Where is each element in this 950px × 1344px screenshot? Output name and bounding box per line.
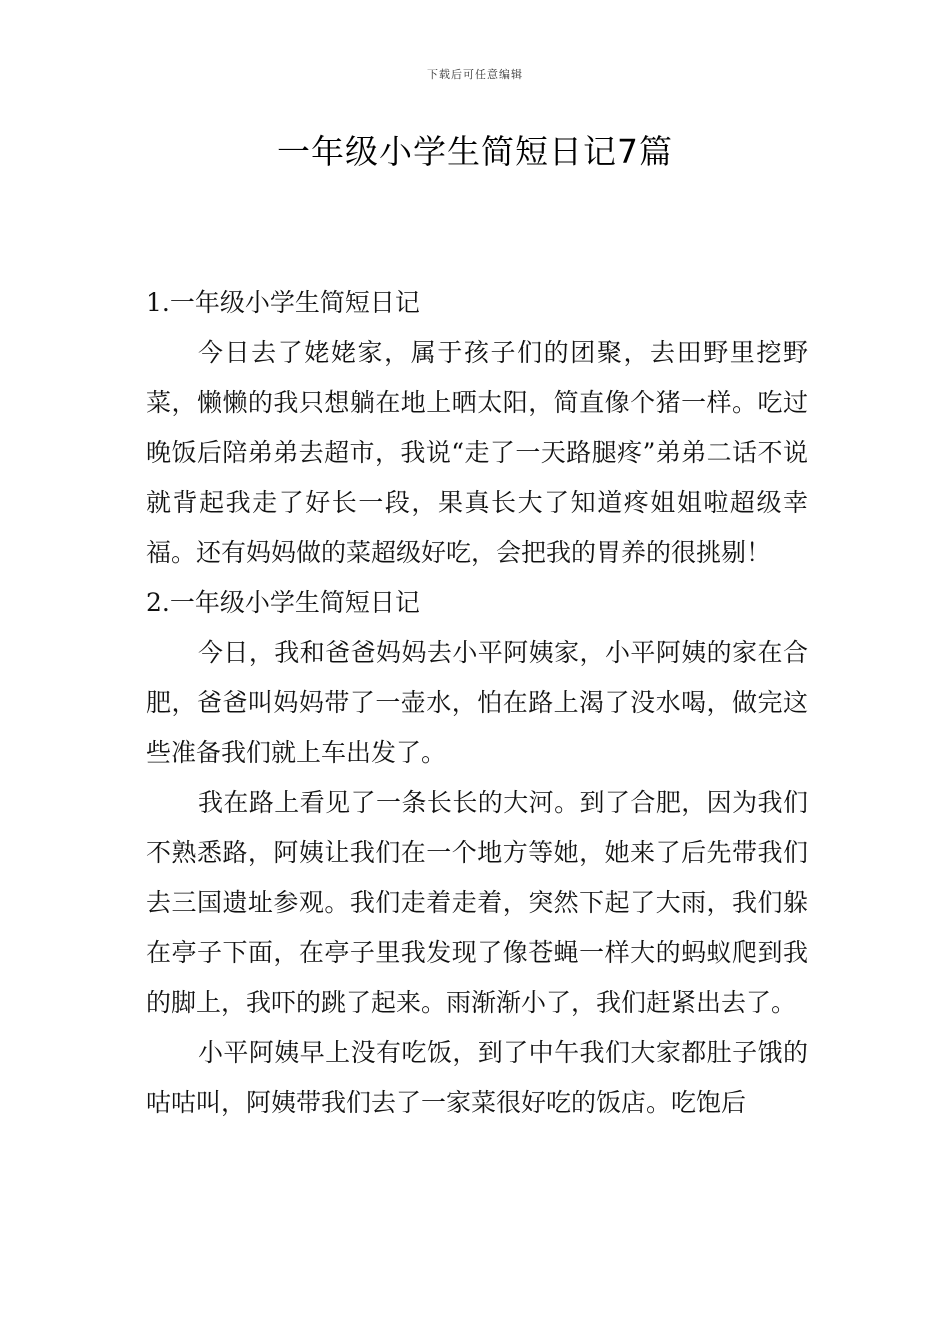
header-note: 下载后可任意编辑	[427, 68, 523, 81]
diary-entry-1	[146, 278, 808, 578]
document-title: 一年级小学生简短日记7篇	[277, 132, 673, 171]
document-body	[146, 278, 808, 1128]
entry-paragraph: 小平阿姨早上没有吃饭，到了中午我们大家都肚子饿的咕咕叫，阿姨带我们去了一家菜很好吃的饭店。吃饱后	[146, 1038, 808, 1117]
entry-paragraph: 我在路上看见了一条长长的大河。到了合肥，因为我们不熟悉路，阿姨让我们在一个地方等她，她来了后先带我们去三国遗址参观。我们走着走着，突然下起了大雨，我们躲在亭子下面，在亭子里我发现了像苍蝇一样大的蚂蚁爬到我的脚上，我吓的跳了起来。雨渐渐小了，我们赶紧出去了。	[146, 788, 808, 1017]
entry-paragraph: 今日去了姥姥家，属于孩子们的团聚，去田野里挖野菜，懒懒的我只想躺在地上晒太阳，简直像个猪一样。吃过晚饭后陪弟弟去超市，我说“走了一天路腿疼”弟弟二话不说就背起我走了好长一段，果真长大了知道疼姐姐啦超级幸福。还有妈妈做的菜超级好吃，会把我的胃养的很挑剔！	[146, 338, 808, 567]
entry-heading: 1.一年级小学生简短日记	[146, 288, 420, 317]
entry-heading: 2.一年级小学生简短日记	[146, 588, 420, 617]
entry-paragraph: 今日，我和爸爸妈妈去小平阿姨家，小平阿姨的家在合肥，爸爸叫妈妈带了一壶水，怕在路上渴了没水喝，做完这些准备我们就上车出发了。	[146, 638, 808, 767]
diary-entry-2	[146, 578, 808, 1128]
